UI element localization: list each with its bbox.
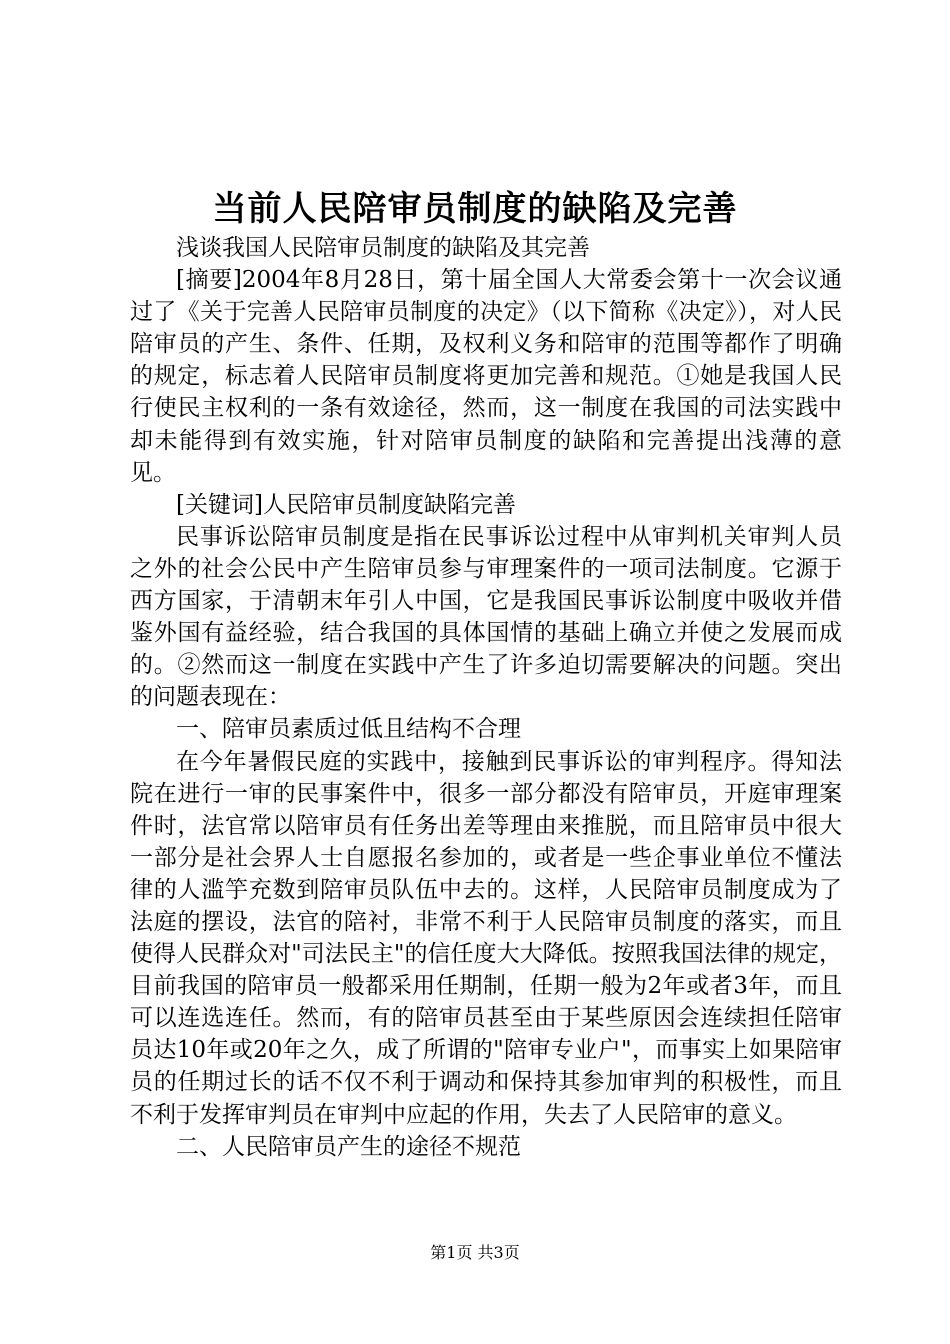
section-1-paragraph: 在今年暑假民庭的实践中，接触到民事诉讼的审判程序。得知法院在进行一审的民事案件中，很多一部分都没有陪审员，开庭审理案件时，法官常以陪审员有任务出差等理由来推脱，而且陪审员中很大一部分是社会界人士自愿报名参加的，或者是一些企事业单位不懂法律的人滥竽充数到陪审员队伍中去的。这样，人民陪审员制度成为了法庭的摆设，法官的陪衬，非常不利于人民陪审员制度的落实，而且使得人民群众对"司法民主"的信任度大大降低。按照我国法律的规定，目前我国的陪审员一般都采用任期制，任期一般为2年或者3年，而且可以连选连任。然而，有的陪审员甚至由于某些原因会连续担任陪审员达10年或20年之久，成了所谓的"陪审专业户"，而事实上如果陪审员的任期过长的话不仅不利于调动和保持其参加审判的积极性，而且不利于发挥审判员在审判中应起的作用，失去了人民陪审的意义。	[130, 748, 842, 1128]
section-heading-1: 一、陪审员素质过低且结构不合理	[176, 716, 521, 743]
subtitle-paragraph: 浅谈我国人民陪审员制度的缺陷及其完善	[176, 235, 590, 261]
intro-paragraph: 民事诉讼陪审员制度是指在民事诉讼过程中从审判机关审判人员之外的社会公民中产生陪审员参与审理案件的一项司法制度。它源于西方国家，于清朝末年引人中国，它是我国民事诉讼制度中吸收并借鉴外国有益经验，结合我国的具体国情的基础上确立并使之发展而成的。②然而这一制度在实践中产生了许多迫切需要解决的问题。突出的问题表现在：	[130, 523, 842, 711]
keywords-paragraph: [关键词]人民陪审员制度缺陷完善	[176, 491, 516, 518]
abstract-paragraph: [摘要]2004年8月28日，第十届全国人大常委会第十一次会议通过了《关于完善人民陪审员制度的决定》（以下简称《决定》），对人民陪审员的产生、条件、任期，及权利义务和陪审的范围等都作了明确的规定，标志着人民陪审员制度将更加完善和规范。①她是我国人民行使民主权利的一条有效途径，然而，这一制度在我国的司法实践中却未能得到有效实施，针对陪审员制度的缺陷和完善提出浅薄的意见。	[130, 267, 842, 486]
document-body	[130, 232, 842, 1163]
section-heading-2: 二、人民陪审员产生的途径不规范	[176, 1133, 521, 1160]
document-title: 当前人民陪审员制度的缺陷及完善	[212, 189, 738, 229]
page-footer: 第1页 共3页	[430, 1243, 520, 1262]
